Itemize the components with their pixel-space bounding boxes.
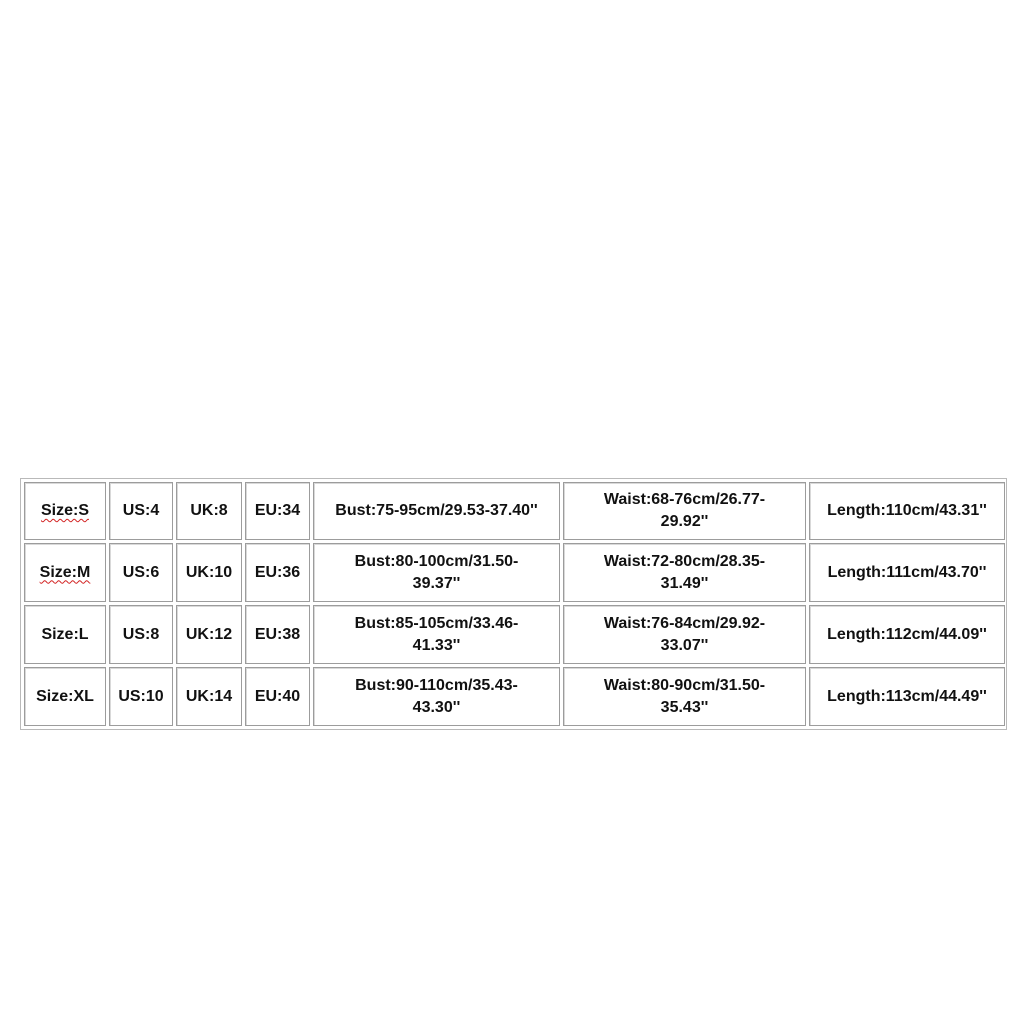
uk-size-cell [176,543,242,602]
size-label: Size:L [41,625,89,643]
waist-measurement: Waist:72-80cm/28.35-31.49'' [603,552,766,592]
eu-size-label: EU:34 [254,502,301,519]
length-cell [809,605,1005,664]
size-label: Size:XL [36,687,94,705]
uk-size-cell [176,667,242,726]
uk-size-cell [176,482,242,540]
bust-measurement: Bust:80-100cm/31.50-39.37'' [354,552,519,592]
waist-cell [563,605,806,664]
us-size-label: US:8 [122,625,160,643]
size-cell [24,543,106,602]
eu-size-label: EU:36 [254,563,301,581]
size-cell [24,482,106,540]
uk-size-label: UK:12 [185,625,233,643]
waist-measurement: Waist:76-84cm/29.92-33.07'' [603,614,766,654]
uk-size-label: UK:8 [190,502,228,519]
length-measurement: Length:110cm/43.31'' [827,502,987,519]
us-size-cell [109,543,173,602]
us-size-cell [109,605,173,664]
eu-size-cell [245,482,310,540]
bust-measurement: Bust:75-95cm/29.53-37.40'' [335,502,538,519]
length-measurement: Length:113cm/44.49'' [827,687,987,705]
us-size-cell [109,667,173,726]
uk-size-cell [176,605,242,664]
eu-size-label: EU:38 [254,625,301,643]
eu-size-cell [245,605,310,664]
length-cell [809,667,1005,726]
bust-cell [313,605,560,664]
us-size-cell [109,482,173,540]
waist-measurement: Waist:80-90cm/31.50-35.43'' [603,676,766,716]
uk-size-label: UK:10 [185,563,233,581]
waist-cell [563,667,806,726]
waist-cell [563,482,806,540]
bust-measurement: Bust:85-105cm/33.46-41.33'' [354,614,519,654]
us-size-label: US:10 [118,687,164,705]
size-chart-table [20,478,1007,730]
eu-size-label: EU:40 [254,687,301,705]
length-measurement: Length:111cm/43.70'' [827,563,987,581]
size-label: Size:M [39,563,91,581]
length-measurement: Length:112cm/44.09'' [827,625,987,643]
bust-cell [313,667,560,726]
length-cell [809,482,1005,540]
uk-size-label: UK:14 [185,687,233,705]
waist-cell [563,543,806,602]
us-size-label: US:4 [122,502,160,519]
eu-size-cell [245,543,310,602]
size-label: Size:S [40,502,89,519]
eu-size-cell [245,667,310,726]
waist-measurement: Waist:68-76cm/26.77-29.92'' [603,491,766,530]
bust-cell [313,482,560,540]
size-cell [24,605,106,664]
size-cell [24,667,106,726]
bust-measurement: Bust:90-110cm/35.43-43.30'' [355,676,518,716]
us-size-label: US:6 [122,563,160,581]
length-cell [809,543,1005,602]
bust-cell [313,543,560,602]
